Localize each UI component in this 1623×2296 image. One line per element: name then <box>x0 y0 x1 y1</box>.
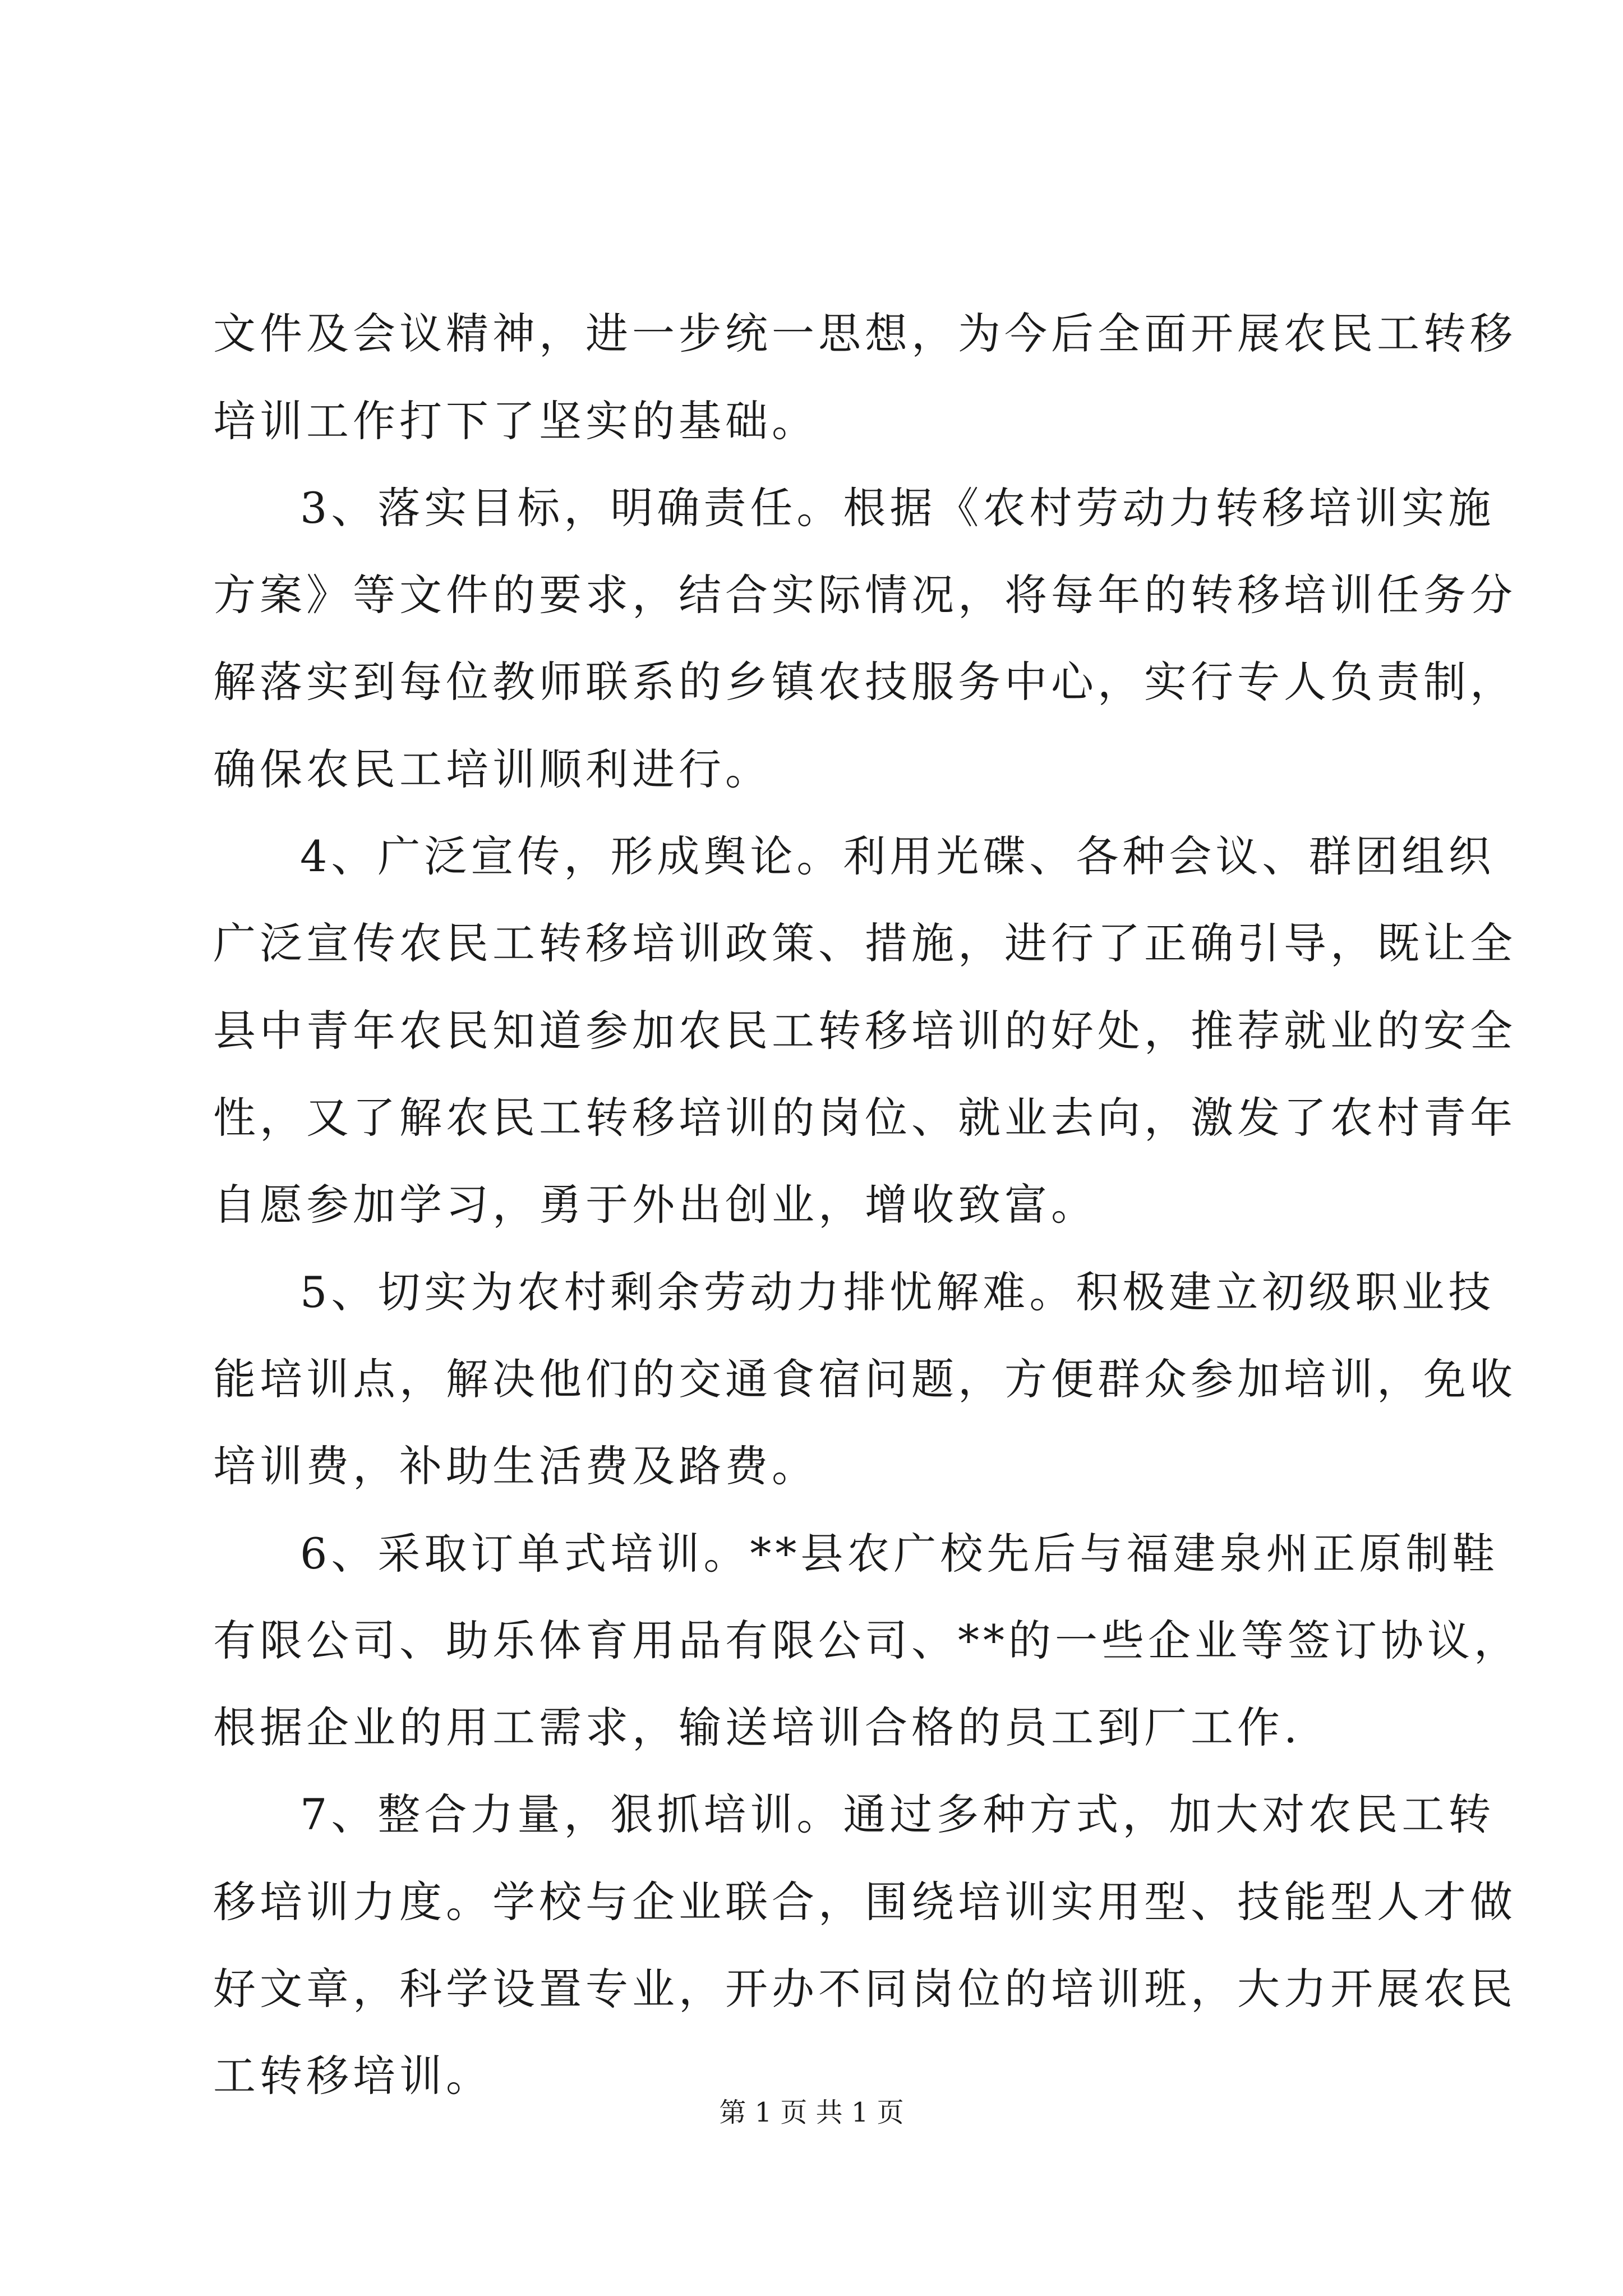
text-line: 工转移培训。 <box>213 2051 492 2101</box>
text-line: 4、广泛宣传，形成舆论。利用光碟、各种会议、群团组织 <box>300 831 1495 881</box>
page-footer: 第 1 页 共 1 页 <box>719 2097 904 2128</box>
text-line: 县中青年农民知道参加农民工转移培训的好处，推荐就业的安全 <box>213 1006 1516 1056</box>
text-line: 根据企业的用工需求，输送培训合格的员工到厂工作. <box>213 1703 1302 1752</box>
text-line: 培训工作打下了坚实的基础。 <box>213 396 818 446</box>
text-line: 培训费，补助生活费及路费。 <box>213 1441 818 1491</box>
text-line: 解落实到每位教师联系的乡镇农技服务中心，实行专人负责制， <box>213 657 1516 707</box>
text-line: 方案》等文件的要求，结合实际情况，将每年的转移培训任务分 <box>213 570 1516 620</box>
text-line: 7、整合力量，狠抓培训。通过多种方式，加大对农民工转 <box>300 1789 1495 1839</box>
text-line: 性，又了解农民工转移培训的岗位、就业去向，激发了农村青年 <box>213 1093 1516 1143</box>
text-line: 确保农民工培训顺利进行。 <box>213 744 772 794</box>
text-line: 文件及会议精神，进一步统一思想，为今后全面开展农民工转移 <box>213 309 1516 358</box>
text-line: 自愿参加学习，勇于外出创业，增收致富。 <box>213 1180 1098 1230</box>
text-line: 广泛宣传农民工转移培训政策、措施，进行了正确引导，既让全 <box>213 918 1516 968</box>
text-line: 好文章，科学设置专业，开办不同岗位的培训班，大力开展农民 <box>213 1964 1516 2014</box>
text-line: 3、落实目标，明确责任。根据《农村劳动力转移培训实施 <box>300 483 1495 533</box>
text-line: 能培训点，解决他们的交通食宿问题，方便群众参加培训，免收 <box>213 1354 1516 1404</box>
text-line: 5、切实为农村剩余劳动力排忧解难。积极建立初级职业技 <box>300 1267 1495 1317</box>
text-line: 6、采取订单式培训。**县农广校先后与福建泉州正原制鞋 <box>300 1529 1499 1579</box>
text-line: 移培训力度。学校与企业联合，围绕培训实用型、技能型人才做 <box>213 1877 1516 1927</box>
text-line: 有限公司、助乐体育用品有限公司、**的一些企业等签订协议， <box>213 1616 1520 1665</box>
